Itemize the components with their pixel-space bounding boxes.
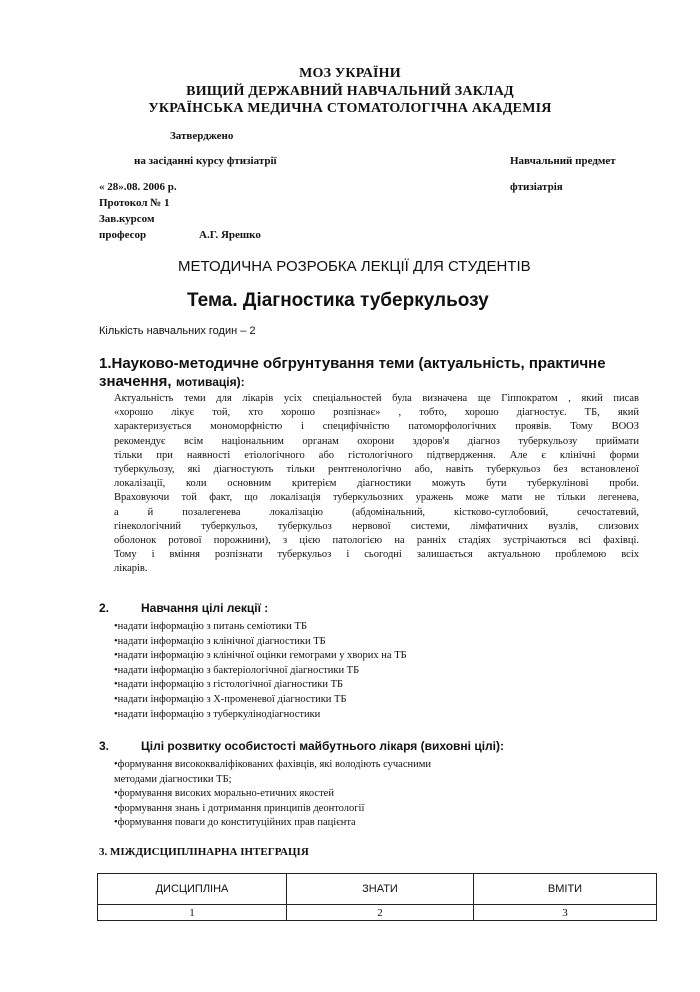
lecture-topic: Тема. Діагностика туберкульозу	[187, 290, 489, 311]
subject-value: фтизіатрія	[510, 181, 563, 193]
section2-title: Навчання цілі лекції :	[141, 601, 269, 615]
list-item: •надати інформацію з бактеріологічної діагностики ТБ	[114, 664, 360, 676]
section1-title-line2b: мотивація):	[176, 375, 245, 389]
document-title: МЕТОДИЧНА РОЗРОБКА ЛЕКЦІЇ ДЛЯ СТУДЕНТІВ	[178, 258, 531, 275]
paragraph-line: Актуальність теми для лікарів усіх спеціальностей була визначена ще Гіппократом , який писав	[114, 393, 639, 404]
paragraph-line: Враховуючи той факт, що локалізація туберкульозних уражень може мати не тільки легенева,	[114, 492, 639, 504]
paragraph-line: гінекологічний туберкульоз, туберкульоз нервової системи, лімфатичних вузлів, слизових	[114, 520, 639, 532]
professor-name: А.Г. Ярешко	[199, 229, 261, 241]
integration-title: 3. МІЖДИСЦИПЛІНАРНА ІНТЕГРАЦІЯ	[99, 846, 309, 858]
table-number-cell: 3	[474, 905, 657, 921]
header-academy: УКРАЇНСЬКА МЕДИЧНА СТОМАТОЛОГІЧНА АКАДЕМІЯ	[148, 101, 552, 116]
paragraph-line: локалізації, коли основним критерієм діагностики можуть бути туберкулінові проби.	[114, 478, 639, 490]
list-item: •формування високих морально-етичних якостей	[114, 788, 334, 800]
list-item: •надати інформацію з клінічної діагностики ТБ	[114, 635, 326, 647]
section3-title: Цілі розвитку особистості майбутнього лікаря (виховні цілі):	[141, 739, 504, 753]
list-item: •надати інформацію з Х-променевої діагностики ТБ	[114, 693, 347, 705]
section1-title-line2a: значення,	[99, 373, 172, 390]
approved-label: Затверджено	[170, 130, 234, 142]
table-header-know: ЗНАТИ	[287, 874, 474, 905]
paragraph-line: рекомендує всім національним органам охорони здоров'я діагноз туберкульозу приймати	[114, 435, 639, 447]
hours-count: Кількість навчальних годин – 2	[99, 325, 256, 337]
head-label: Зав.курсом	[99, 213, 155, 225]
section3-list	[114, 758, 431, 831]
list-item: методами діагностики ТБ;	[114, 773, 232, 785]
section3-number: 3.	[99, 739, 110, 753]
protocol-number: Протокол № 1	[99, 197, 170, 209]
section2-number: 2.	[99, 601, 110, 615]
list-item: •формування поваги до конституційних прав пацієнта	[114, 817, 356, 829]
header-institution-type: ВИЩИЙ ДЕРЖАВНИЙ НАВЧАЛЬНИЙ ЗАКЛАД	[186, 84, 514, 99]
paragraph-line: оболонок ротової порожнини), з цією патологією на ранніх стадіях зустрічаються всі фахівці.	[114, 535, 639, 547]
professor-title: професор	[99, 229, 147, 241]
integration-table	[97, 873, 657, 921]
table-number-cell: 1	[98, 905, 287, 921]
list-item: •надати інформацію з туберкулінодіагностики	[114, 708, 321, 720]
paragraph-line: характеризується мономорфністю і специфічністю патоморфологічних проявів. Тому ВООЗ	[114, 421, 639, 433]
paragraph-line: тільки при наявності етіологічного або гістологічного підтвердження. Але є клінічні форми	[114, 449, 639, 461]
table-number-cell: 2	[287, 905, 474, 921]
table-header-discipline: ДИСЦИПЛІНА	[98, 874, 287, 905]
table-header-skills: ВМІТИ	[474, 874, 657, 905]
paragraph-line: а й позалегенева локалізацію (абдомінальний, кістково-суглобовий, сечостатевий,	[114, 506, 639, 518]
list-item: •надати інформацію з гістологічної діагностики ТБ	[114, 679, 344, 691]
section1-title-line1: 1.Науково-методичне обгрунтування теми (актуальність, практичне	[99, 355, 606, 372]
approval-date: « 28».08. 2006 р.	[99, 181, 177, 193]
paragraph-line: «хорошо лікує той, хто хорошо розпізнає» , тобто, хорошо діагностує. ТБ, який	[114, 407, 639, 419]
section1-paragraph	[114, 392, 639, 577]
paragraph-line: Тому і вміння розпізнати туберкульоз і сьогодні залишається актуальною проблемою всіх	[114, 549, 639, 561]
list-item: •формування висококваліфікованих фахівців, які володіють сучасними	[114, 759, 431, 770]
meeting-text: на засіданні курсу фтизіатрії	[134, 155, 277, 167]
subject-label: Навчальний предмет	[510, 155, 616, 167]
header-ministry: МОЗ УКРАЇНИ	[299, 66, 401, 81]
list-item: •формування знань і дотримання принципів деонтології	[114, 802, 365, 814]
paragraph-line: туберкульозу, які діагностують тільки рентгенологічно або, навіть туберкульоз без встановленої	[114, 464, 639, 476]
list-item: •надати інформацію з клінічної оцінки гемограми у хворих на ТБ	[114, 650, 407, 662]
section2-list	[114, 620, 407, 722]
list-item: •надати інформацію з питань семіотики ТБ	[114, 621, 307, 632]
paragraph-line: лікарів.	[114, 563, 148, 575]
